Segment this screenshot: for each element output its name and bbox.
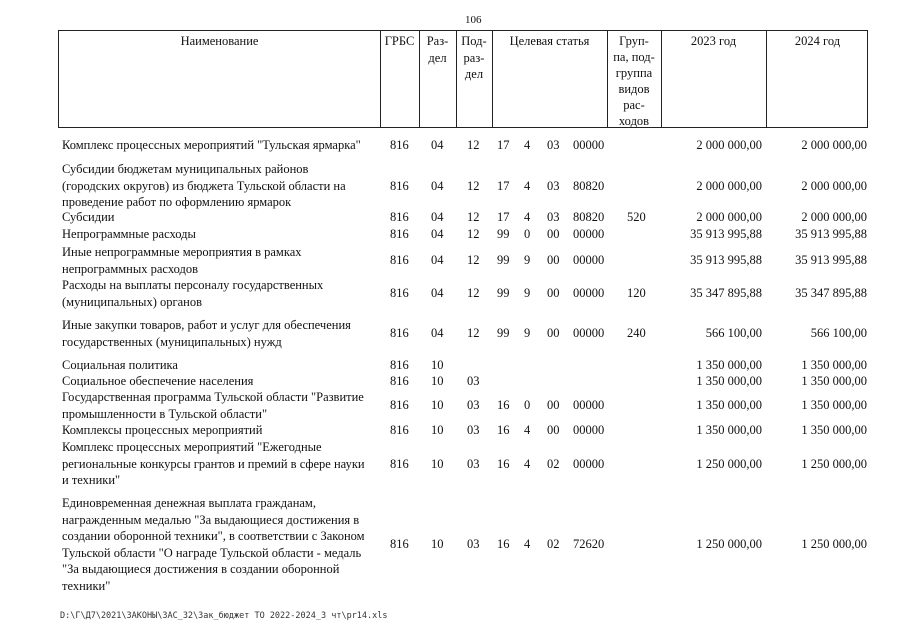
header-razdel: Раз- дел (426, 34, 449, 65)
row-name-line: Государственная программа Тульской области "Развитие (62, 390, 364, 404)
grbs-cell: 816 (390, 423, 409, 437)
podrazdel-cell: 12 (467, 138, 480, 152)
row-name-line: Субсидии (62, 210, 115, 224)
podrazdel-cell: 12 (467, 178, 480, 193)
target-sub: 9 (524, 326, 531, 341)
row-name-line: Расходы на выплаты персоналу государственных (62, 278, 324, 292)
row-name-line: Социальное обеспечение населения (62, 374, 254, 388)
row-name (62, 226, 380, 243)
row-name-line: Социальная политика (62, 358, 178, 372)
target-main: 00 (547, 326, 560, 341)
row-name-line: Комплекс процессных мероприятий "Ежегодные (62, 440, 322, 454)
target-program: 99 (497, 253, 510, 268)
header-group: Груп- па, под- группа видов рас- ходов (613, 34, 655, 128)
grbs-cell: 816 (390, 138, 409, 152)
amount-2024: 2 000 000,00 (801, 138, 867, 152)
target-direction: 00000 (573, 227, 605, 241)
target-main: 00 (547, 286, 560, 301)
row-name-line: "За выдающиеся достижения в создании оборонной (62, 562, 340, 576)
grbs-cell: 816 (390, 227, 409, 241)
target-direction: 72620 (573, 537, 605, 552)
razdel-cell: 10 (431, 358, 444, 372)
razdel-cell: 10 (431, 398, 444, 413)
row-name-line: техники" (62, 578, 111, 593)
target-sub: 0 (524, 398, 531, 413)
header-podrazdel: Под- раз- дел (461, 34, 487, 81)
amount-2024: 1 250 000,00 (801, 537, 867, 552)
row-name-line: создании оборонной техники", в соответствии с Законом (62, 529, 365, 543)
row-name (62, 495, 380, 594)
row-name-line: Единовременная денежная выплата гражданам, (62, 496, 316, 510)
grbs-cell: 816 (390, 358, 409, 372)
podrazdel-cell: 03 (467, 423, 480, 437)
header-grbs: ГРБС (384, 34, 415, 48)
razdel-cell: 04 (431, 253, 444, 268)
target-sub: 0 (524, 227, 531, 241)
amount-2024: 566 100,00 (810, 326, 867, 341)
row-name (62, 161, 380, 211)
amount-2024: 1 250 000,00 (801, 456, 867, 471)
amount-2024: 1 350 000,00 (801, 358, 867, 372)
razdel-cell: 10 (431, 537, 444, 552)
grbs-cell: 816 (390, 326, 409, 341)
row-name-line: государственных (муниципальных) нужд (62, 334, 282, 349)
target-sub: 9 (524, 253, 531, 268)
amount-2024: 35 913 995,88 (795, 227, 867, 241)
row-name-line: промышленности в Тульской области" (62, 406, 268, 421)
target-direction: 00000 (573, 398, 605, 413)
target-direction: 00000 (573, 138, 605, 152)
amount-2023: 1 350 000,00 (696, 358, 762, 372)
target-program: 16 (497, 423, 510, 437)
row-name (62, 389, 380, 422)
target-sub: 4 (524, 178, 531, 193)
amount-2024: 1 350 000,00 (801, 423, 867, 437)
row-name (62, 422, 380, 439)
target-direction: 00000 (573, 423, 605, 437)
amount-2024: 35 347 895,88 (795, 286, 867, 301)
row-name-line: непрограммных расходов (62, 261, 198, 276)
target-main: 02 (547, 537, 560, 552)
amount-2024: 35 913 995,88 (795, 253, 867, 268)
amount-2023: 35 913 995,88 (690, 227, 762, 241)
row-name-line: (городских округов) из бюджета Тульской области на (62, 178, 346, 193)
razdel-cell: 04 (431, 138, 444, 152)
header-2023: 2023 год (690, 34, 737, 48)
amount-2023: 566 100,00 (705, 326, 762, 341)
row-name (62, 373, 380, 390)
podrazdel-cell: 12 (467, 326, 480, 341)
row-name (62, 209, 380, 226)
target-main: 03 (547, 178, 560, 193)
amount-2024: 1 350 000,00 (801, 398, 867, 413)
header-2024: 2024 год (794, 34, 841, 48)
amount-2023: 35 913 995,88 (690, 253, 762, 268)
target-direction: 80820 (573, 178, 605, 193)
razdel-cell: 10 (431, 423, 444, 437)
razdel-cell: 04 (431, 178, 444, 193)
podrazdel-cell: 03 (467, 456, 480, 471)
target-main: 00 (547, 227, 560, 241)
amount-2023: 35 347 895,88 (690, 286, 762, 301)
group-cell: 120 (627, 286, 646, 301)
row-name-line: (муниципальных) органов (62, 294, 203, 309)
razdel-cell: 04 (431, 286, 444, 301)
row-name-line: награжденным медалью "За выдающиеся достижения в (62, 512, 360, 527)
target-direction: 00000 (573, 286, 605, 301)
target-sub: 9 (524, 286, 531, 301)
podrazdel-cell: 03 (467, 374, 480, 388)
amount-2024: 2 000 000,00 (801, 178, 867, 193)
target-sub: 4 (524, 456, 531, 471)
row-name-line: Иные закупки товаров, работ и услуг для обеспечения (62, 318, 351, 332)
podrazdel-cell: 12 (467, 210, 480, 224)
podrazdel-cell: 12 (467, 253, 480, 268)
amount-2024: 2 000 000,00 (801, 210, 867, 224)
row-name-line: Непрограммные расходы (62, 227, 196, 241)
target-program: 17 (497, 210, 510, 224)
row-name-line: и техники" (62, 473, 121, 487)
group-cell: 240 (627, 326, 646, 341)
row-name-line: Тульской области "О награде Тульской области - медаль (62, 545, 362, 560)
target-program: 16 (497, 398, 510, 413)
amount-2023: 1 350 000,00 (696, 423, 762, 437)
amount-2023: 2 000 000,00 (696, 210, 762, 224)
podrazdel-cell: 12 (467, 286, 480, 301)
target-direction: 00000 (573, 456, 605, 471)
grbs-cell: 816 (390, 537, 409, 552)
amount-2023: 1 350 000,00 (696, 398, 762, 413)
target-program: 99 (497, 286, 510, 301)
razdel-cell: 04 (431, 326, 444, 341)
grbs-cell: 816 (390, 398, 409, 413)
podrazdel-cell: 12 (467, 227, 480, 241)
razdel-cell: 04 (431, 227, 444, 241)
target-program: 16 (497, 537, 510, 552)
grbs-cell: 816 (390, 210, 409, 224)
row-name-line: Субсидии бюджетам муниципальных районов (62, 162, 309, 176)
razdel-cell: 04 (431, 210, 444, 224)
podrazdel-cell: 03 (467, 398, 480, 413)
target-program: 17 (497, 178, 510, 193)
row-name-line: проведение работ по оформлению ярмарок (62, 195, 292, 209)
row-name (62, 137, 380, 154)
amount-2024: 1 350 000,00 (801, 374, 867, 388)
amount-2023: 1 250 000,00 (696, 537, 762, 552)
grbs-cell: 816 (390, 253, 409, 268)
grbs-cell: 816 (390, 178, 409, 193)
target-sub: 4 (524, 423, 531, 437)
target-program: 16 (497, 456, 510, 471)
target-main: 00 (547, 423, 560, 437)
row-name (62, 244, 380, 277)
group-cell: 520 (627, 210, 646, 224)
row-name-line: Комплекс процессных мероприятий "Тульская ярмарка" (62, 138, 361, 152)
grbs-cell: 816 (390, 456, 409, 471)
row-name (62, 317, 380, 350)
razdel-cell: 10 (431, 374, 444, 388)
amount-2023: 2 000 000,00 (696, 178, 762, 193)
table-header (58, 30, 868, 128)
target-sub: 4 (524, 138, 531, 152)
target-program: 17 (497, 138, 510, 152)
row-name (62, 277, 380, 310)
amount-2023: 1 250 000,00 (696, 456, 762, 471)
page-number: 106 (465, 14, 482, 26)
grbs-cell: 816 (390, 286, 409, 301)
target-main: 03 (547, 138, 560, 152)
row-name-line: региональные конкурсы грантов и премий в сфере науки (62, 456, 365, 471)
target-sub: 4 (524, 210, 531, 224)
amount-2023: 2 000 000,00 (696, 138, 762, 152)
header-target: Целевая статья (509, 34, 590, 48)
target-direction: 00000 (573, 326, 605, 341)
target-direction: 00000 (573, 253, 605, 268)
target-program: 99 (497, 227, 510, 241)
target-sub: 4 (524, 537, 531, 552)
row-name-line: Комплексы процессных мероприятий (62, 423, 263, 437)
file-path: D:\Г\Д7\2021\ЗАКОНЫ\ЗАС_32\Зак_бюджет ТО 2022-2024_3 чт\pr14.xls (60, 611, 388, 621)
row-name (62, 357, 380, 374)
row-name (62, 439, 380, 489)
podrazdel-cell: 03 (467, 537, 480, 552)
target-main: 00 (547, 398, 560, 413)
target-main: 00 (547, 253, 560, 268)
grbs-cell: 816 (390, 374, 409, 388)
target-main: 03 (547, 210, 560, 224)
header-name: Наименование (180, 34, 259, 48)
razdel-cell: 10 (431, 456, 444, 471)
target-main: 02 (547, 456, 560, 471)
target-direction: 80820 (573, 210, 605, 224)
target-program: 99 (497, 326, 510, 341)
amount-2023: 1 350 000,00 (696, 374, 762, 388)
row-name-line: Иные непрограммные мероприятия в рамках (62, 245, 302, 259)
